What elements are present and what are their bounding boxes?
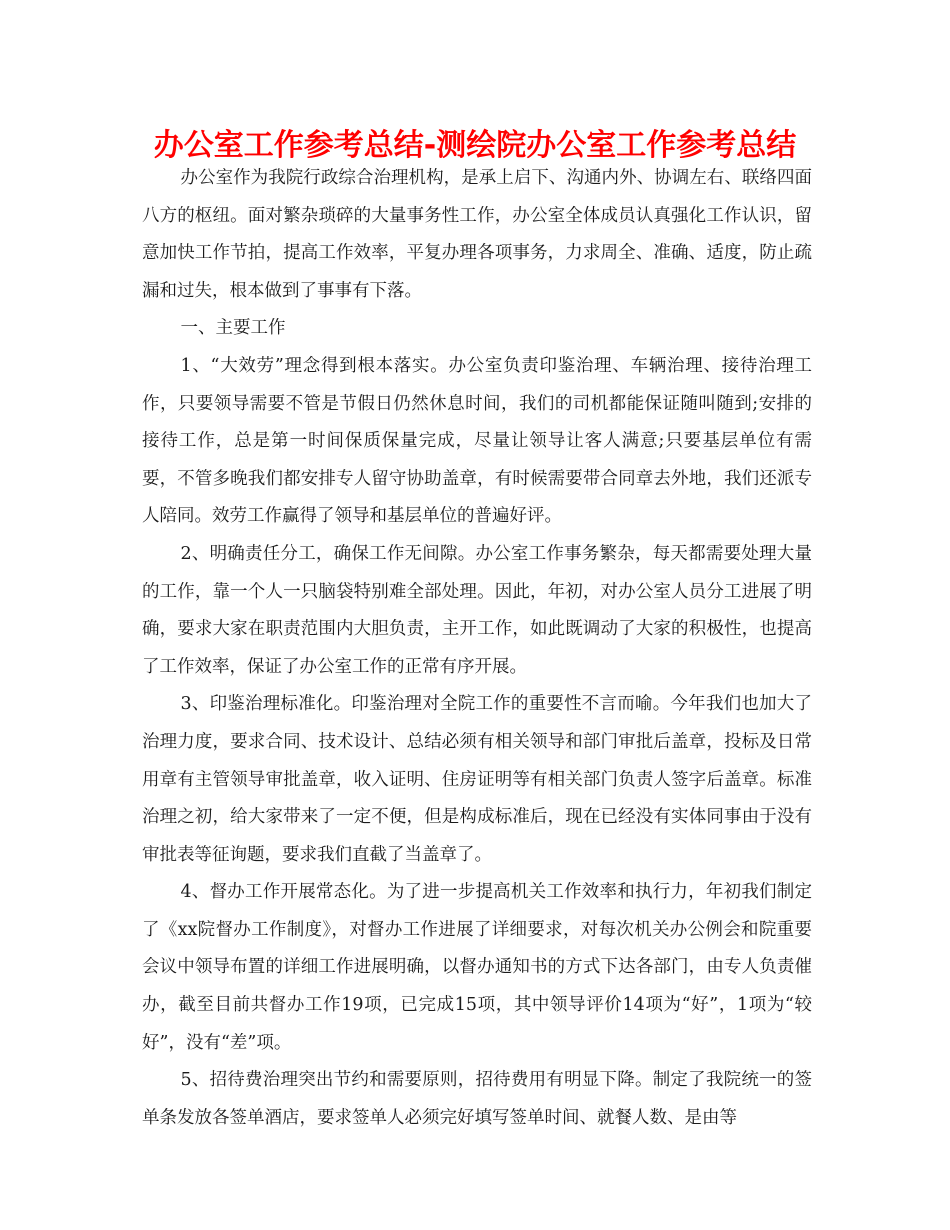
paragraph-item-1: 1、“大效劳”理念得到根本落实。办公室负责印鉴治理、车辆治理、接待治理工作，只要领导需要不管是节假日仍然休息时间，我们的司机都能保证随叫随到;安排的接待工作，总是第一时间保质保量完成，尽量让领导让客人满意;只要基层单位有需要，不管多晚我们都安排专人留守协助盖章，有时候需要带合同章去外地，我们还派专人陪同。效劳工作赢得了领导和基层单位的普遍好评。 [142, 355, 812, 527]
document-body [142, 160, 812, 1137]
section-heading: 一、主要工作 [180, 318, 286, 339]
paragraph-intro: 办公室作为我院行政综合治理机构，是承上启下、沟通内外、协调左右、联络四面八方的枢纽。面对繁杂琐碎的大量事务性工作，办公室全体成员认真强化工作认识，留意加快工作节拍，提高工作效率，平复办理各项事务，力求周全、准确、适度，防止疏漏和过失，根本做到了事事有下落。 [142, 168, 812, 301]
paragraph-item-2: 2、明确责任分工，确保工作无间隙。办公室工作事务繁杂，每天都需要处理大量的工作，靠一个人一只脑袋特别难全部处理。因此，年初，对办公室人员分工进展了明确，要求大家在职责范围内大胆负责，主开工作，如此既调动了大家的积极性，也提高了工作效率，保证了办公室工作的正常有序开展。 [142, 543, 812, 677]
paragraph-item-4: 4、督办工作开展常态化。为了进一步提高机关工作效率和执行力，年初我们制定了《xx院督办工作制度》，对督办工作进展了详细要求，对每次机关办公例会和院重要会议中领导布置的详细工作进展明确，以督办通知书的方式下达各部门，由专人负责催办，截至目前共督办工作19项，已完成15项，其中领导评价14项为“好”，1项为“较好”，没有“差”项。 [142, 882, 812, 1053]
paragraph-item-5: 5、招待费治理突出节约和需要原则，招待费用有明显下降。制定了我院统一的签单条发放各签单酒店，要求签单人必须完好填写签单时间、就餐人数、是由等 [142, 1070, 812, 1128]
document-title: 办公室工作参考总结-测绘院办公室工作参考总结 [153, 128, 797, 163]
paragraph-item-3: 3、印鉴治理标准化。印鉴治理对全院工作的重要性不言而喻。今年我们也加大了治理力度，要求合同、技术设计、总结必须有相关领导和部门审批后盖章，投标及日常用章有主管领导审批盖章，收入证明、住房证明等有相关部门负责人签字后盖章。标准治理之初，给大家带来了一定不便，但是构成标准后，现在已经没有实体同事由于没有审批表等征询题，要求我们直截了当盖章了。 [142, 694, 812, 865]
